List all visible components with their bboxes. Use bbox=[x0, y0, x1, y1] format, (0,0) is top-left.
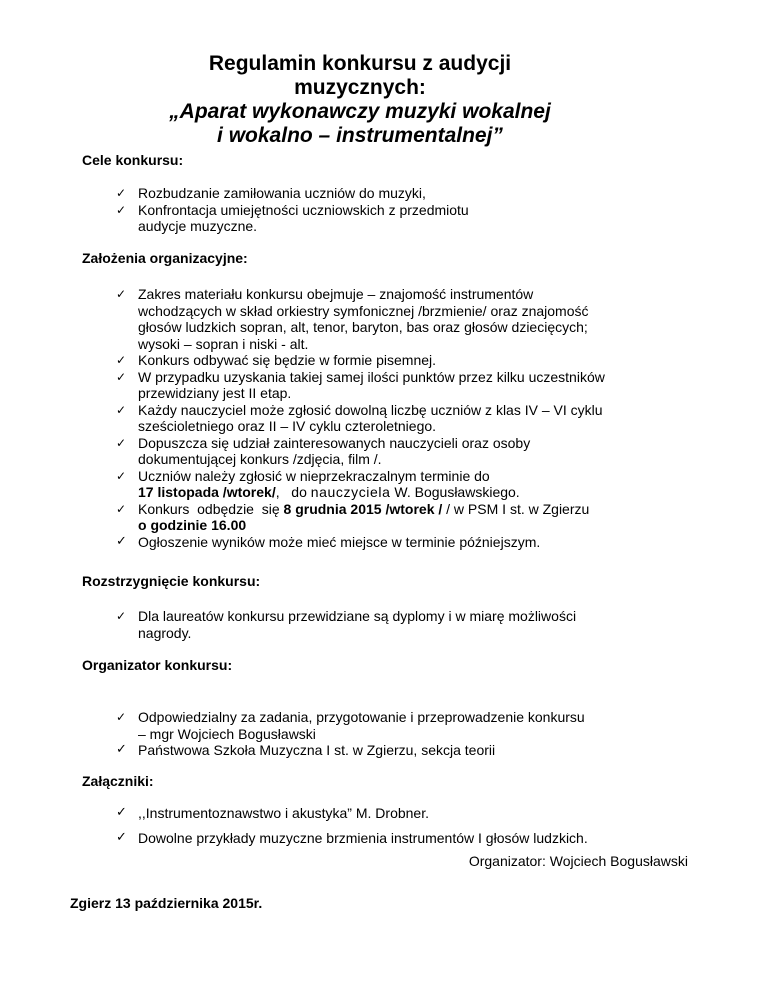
list-item: ✓ Rozbudzanie zamiłowania uczniów do muzyki, bbox=[116, 185, 426, 201]
title-line-4: i wokalno – instrumentalnej” bbox=[217, 124, 503, 147]
check-mark-icon: ✓ bbox=[116, 805, 127, 820]
list-item: ✓ ,,Instrumentoznawstwo i akustyka” M. Drobner. bbox=[116, 805, 429, 821]
list-item: ✓ Dla laureatów konkursu przewidziane są dyplomy i w miarę możliwości nagrody. bbox=[116, 608, 577, 641]
resolution-heading: Rozstrzygnięcie konkursu: bbox=[82, 573, 261, 589]
title-line-3: „Aparat wykonawczy muzyki wokalnej bbox=[169, 100, 551, 123]
resolution-list bbox=[116, 608, 686, 641]
check-mark-icon: ✓ bbox=[116, 710, 127, 724]
attachments-list bbox=[116, 805, 686, 846]
check-mark-icon: ✓ bbox=[116, 369, 127, 384]
check-mark-icon: ✓ bbox=[116, 402, 127, 417]
list-item: ✓ Ogłoszenie wyników może mieć miejsce w terminie późniejszym. bbox=[116, 533, 541, 550]
list-item: ✓ Zakres materiału konkursu obejmuje – znajomość instrumentów wchodzących w skład orkiestry symfonicznej /brzmienie/ oraz znajomość głosów ludzkich sopran, alt, tenor, baryton, bas oraz głosów dziecięcych; wysoki – sopran i niski - alt. bbox=[116, 286, 589, 352]
attachments-heading: Załączniki: bbox=[82, 773, 154, 789]
check-mark-icon: ✓ bbox=[116, 609, 127, 623]
list-item: ✓ Konfrontacja umiejętności uczniowskich z przedmiotu audycje muzyczne. bbox=[116, 201, 469, 234]
organizer-list bbox=[116, 709, 686, 759]
check-mark-icon: ✓ bbox=[116, 202, 127, 217]
check-mark-icon: ✓ bbox=[116, 501, 127, 516]
goals-heading: Cele konkursu: bbox=[82, 152, 184, 168]
check-mark-icon: ✓ bbox=[116, 186, 127, 200]
org-heading: Założenia organizacyjne: bbox=[82, 250, 248, 266]
document-date: Zgierz 13 października 2015r. bbox=[70, 895, 263, 911]
goals-list bbox=[116, 185, 686, 235]
list-item: ✓ Dowolne przykłady muzyczne brzmienia instrumentów I głosów ludzkich. bbox=[116, 829, 588, 846]
org-list bbox=[116, 286, 686, 550]
list-item: ✓ Uczniów należy zgłosić w nieprzekraczalnym terminie do 17 listopada /wtorek/, do nauczyciela W. Bogusławskiego. bbox=[116, 467, 520, 500]
check-mark-icon: ✓ bbox=[116, 353, 127, 367]
list-item: ✓ Odpowiedzialny za zadania, przygotowanie i przeprowadzenie konkursu – mgr Wojciech Bogusławski bbox=[116, 709, 585, 742]
title-line-2: muzycznych: bbox=[294, 76, 426, 99]
list-item: ✓ W przypadku uzyskania takiej samej ilości punktów przez kilku uczestników przewidziany jest II etap. bbox=[116, 368, 605, 401]
organizer-heading: Organizator konkursu: bbox=[82, 657, 233, 673]
check-mark-icon: ✓ bbox=[116, 435, 127, 450]
check-mark-icon: ✓ bbox=[116, 829, 127, 845]
list-item: ✓ Konkurs odbywać się będzie w formie pisemnej. bbox=[116, 352, 437, 368]
check-mark-icon: ✓ bbox=[116, 287, 127, 301]
list-item: ✓ Konkurs odbędzie się 8 grudnia 2015 /wtorek / / w PSM I st. w Zgierzu o godzinie 16.00 bbox=[116, 500, 590, 533]
list-item: ✓ Dopuszcza się udział zainteresowanych nauczycieli oraz osoby dokumentującej konkurs /zdjęcia, film /. bbox=[116, 434, 531, 467]
check-mark-icon: ✓ bbox=[116, 468, 127, 483]
check-mark-icon: ✓ bbox=[116, 533, 127, 549]
title-line-1: Regulamin konkursu z audycji bbox=[208, 52, 512, 75]
document-title bbox=[110, 52, 610, 148]
list-item: ✓ Państwowa Szkoła Muzyczna I st. w Zgierzu, sekcja teorii bbox=[116, 742, 496, 758]
organizer-signature: Organizator: Wojciech Bogusławski bbox=[468, 853, 688, 869]
list-item: ✓ Każdy nauczyciel może zgłosić dowolną liczbę uczniów z klas IV – VI cyklu sześcioletniego oraz II – IV cyklu czteroletniego. bbox=[116, 401, 603, 434]
check-mark-icon: ✓ bbox=[116, 742, 127, 757]
